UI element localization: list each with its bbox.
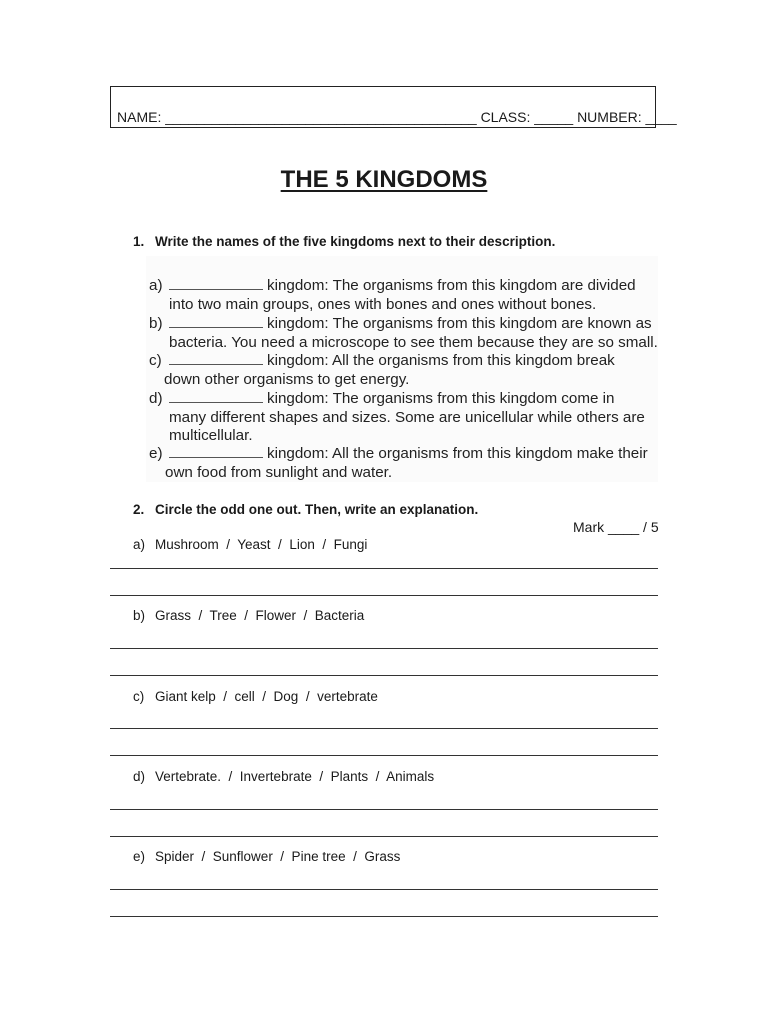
q1-item-d — [149, 390, 645, 446]
question-2-mark[interactable]: Mark ____ / 5 — [573, 519, 659, 535]
student-info-fields[interactable]: NAME: ________________________________________ CLASS: _____ NUMBER: ____ — [117, 109, 677, 125]
q2-item-b — [133, 608, 364, 623]
q1-answer-blank[interactable] — [169, 277, 263, 290]
q2-item-a — [133, 537, 367, 552]
answer-line[interactable] — [110, 568, 658, 569]
question-2-heading — [133, 502, 478, 517]
q1-item-label: a) — [149, 277, 163, 294]
q1-answer-blank[interactable] — [169, 445, 263, 458]
q2-item-label: a) — [133, 537, 146, 552]
q2-item-d — [133, 769, 434, 784]
q1-item-b — [149, 315, 658, 352]
q1-item-text-cont: own food from sunlight and water. — [165, 463, 393, 481]
q1-item-text-cont: many different shapes and sizes. Some are unicellular while others are — [169, 408, 645, 426]
answer-line[interactable] — [110, 836, 658, 837]
q1-item-c — [149, 352, 615, 389]
q1-item-a — [149, 277, 636, 314]
question-1-heading — [133, 234, 555, 249]
q2-options[interactable]: Mushroom / Yeast / Lion / Fungi — [155, 537, 368, 552]
answer-line[interactable] — [110, 675, 658, 676]
q1-answer-blank[interactable] — [169, 390, 263, 403]
q2-options[interactable]: Grass / Tree / Flower / Bacteria — [155, 608, 365, 623]
answer-line[interactable] — [110, 889, 658, 890]
question-2-number: 2. — [133, 502, 145, 517]
q1-item-label: c) — [149, 352, 162, 369]
q1-item-text-cont: into two main groups, ones with bones and ones without bones. — [169, 295, 597, 313]
q1-item-text-cont: down other organisms to get energy. — [164, 370, 410, 388]
q2-item-label: e) — [133, 849, 146, 864]
worksheet-title: THE 5 KINGDOMS — [280, 166, 488, 193]
question-1-title: Write the names of the five kingdoms next to their description. — [155, 234, 556, 249]
q1-item-text-cont: bacteria. You need a microscope to see them because they are so small. — [169, 333, 658, 351]
q2-options[interactable]: Vertebrate. / Invertebrate / Plants / Animals — [155, 769, 435, 784]
answer-line[interactable] — [110, 648, 658, 649]
q1-answer-blank[interactable] — [169, 315, 263, 328]
q1-item-text: kingdom: All the organisms from this kingdom make their — [267, 445, 648, 462]
question-2-title: Circle the odd one out. Then, write an explanation. — [155, 502, 479, 517]
q2-item-label: b) — [133, 608, 146, 623]
q2-item-e — [133, 849, 400, 864]
answer-line[interactable] — [110, 916, 658, 917]
q1-item-e — [149, 445, 648, 482]
q1-item-text: kingdom: The organisms from this kingdom are known as — [267, 315, 652, 332]
answer-line[interactable] — [110, 809, 658, 810]
q1-item-text: kingdom: All the organisms from this kingdom break — [267, 352, 615, 369]
q1-item-text: kingdom: The organisms from this kingdom are divided — [267, 277, 636, 294]
q1-item-label: d) — [149, 390, 163, 407]
q2-item-c — [133, 689, 378, 704]
q1-item-text: kingdom: The organisms from this kingdom come in — [267, 390, 615, 407]
q2-options[interactable]: Spider / Sunflower / Pine tree / Grass — [155, 849, 401, 864]
question-1-number: 1. — [133, 234, 145, 249]
answer-line[interactable] — [110, 755, 658, 756]
q1-item-label: b) — [149, 315, 163, 332]
answer-line[interactable] — [110, 595, 658, 596]
answer-line[interactable] — [110, 728, 658, 729]
q1-item-text-cont: multicellular. — [169, 427, 253, 444]
q2-item-label: d) — [133, 769, 146, 784]
student-info-box — [110, 86, 677, 128]
q2-item-label: c) — [133, 689, 145, 704]
q1-answer-blank[interactable] — [169, 352, 263, 365]
q2-options[interactable]: Giant kelp / cell / Dog / vertebrate — [155, 689, 378, 704]
q1-item-label: e) — [149, 445, 163, 462]
